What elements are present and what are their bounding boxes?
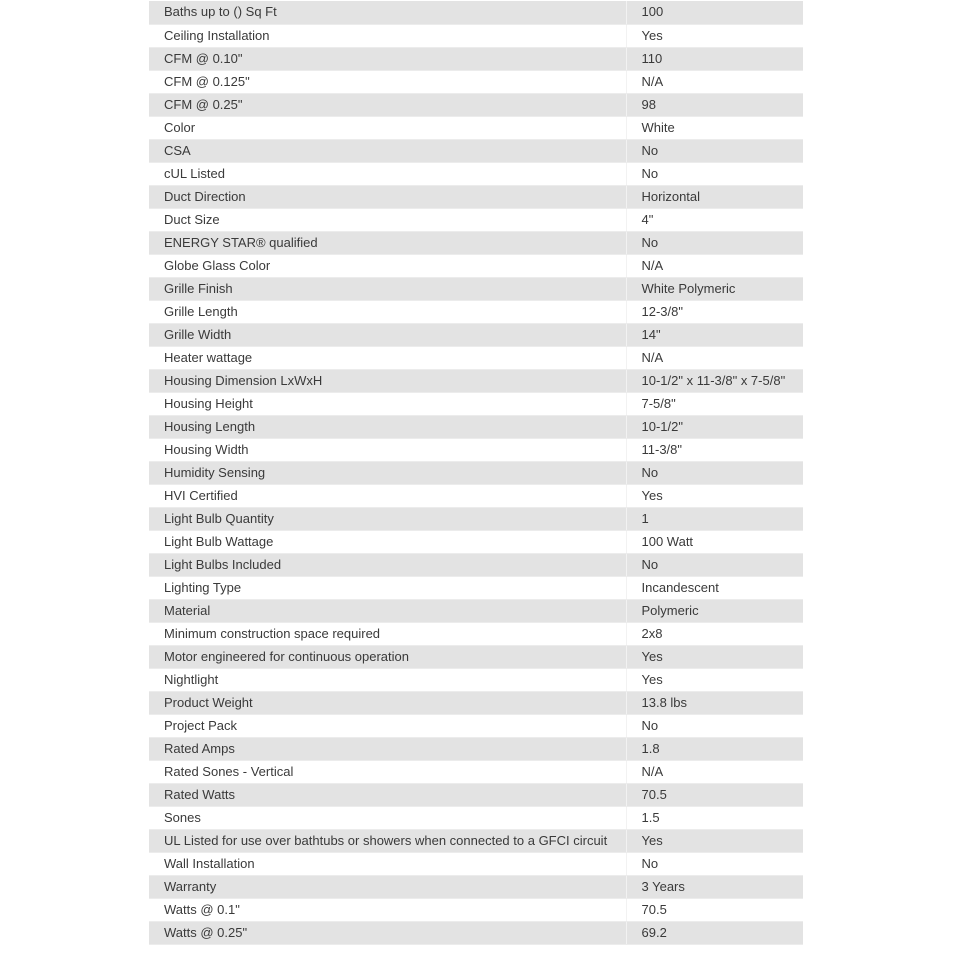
spec-value: Yes bbox=[626, 668, 803, 691]
spec-row bbox=[149, 70, 803, 93]
spec-value: 100 Watt bbox=[626, 530, 803, 553]
spec-row bbox=[149, 300, 803, 323]
spec-value: 12-3/8" bbox=[626, 300, 803, 323]
spec-label: Wall Installation bbox=[149, 852, 626, 875]
spec-row bbox=[149, 231, 803, 254]
spec-value: 70.5 bbox=[626, 783, 803, 806]
spec-row bbox=[149, 599, 803, 622]
spec-row bbox=[149, 162, 803, 185]
spec-value: N/A bbox=[626, 760, 803, 783]
spec-value: White Polymeric bbox=[626, 277, 803, 300]
spec-row bbox=[149, 24, 803, 47]
spec-row bbox=[149, 392, 803, 415]
spec-value: N/A bbox=[626, 346, 803, 369]
spec-row bbox=[149, 530, 803, 553]
spec-value: No bbox=[626, 852, 803, 875]
spec-row bbox=[149, 93, 803, 116]
spec-value: No bbox=[626, 162, 803, 185]
spec-row bbox=[149, 1, 803, 24]
spec-value: Yes bbox=[626, 645, 803, 668]
spec-label: cUL Listed bbox=[149, 162, 626, 185]
spec-value: 69.2 bbox=[626, 921, 803, 944]
spec-label: Light Bulb Quantity bbox=[149, 507, 626, 530]
spec-value: Polymeric bbox=[626, 599, 803, 622]
spec-label: Rated Sones - Vertical bbox=[149, 760, 626, 783]
spec-label: ENERGY STAR® qualified bbox=[149, 231, 626, 254]
spec-row bbox=[149, 576, 803, 599]
spec-row bbox=[149, 277, 803, 300]
spec-row bbox=[149, 461, 803, 484]
spec-row bbox=[149, 323, 803, 346]
spec-label: Heater wattage bbox=[149, 346, 626, 369]
spec-label: Material bbox=[149, 599, 626, 622]
spec-row bbox=[149, 47, 803, 70]
spec-row bbox=[149, 852, 803, 875]
spec-row bbox=[149, 116, 803, 139]
spec-value: 13.8 lbs bbox=[626, 691, 803, 714]
spec-label: Housing Height bbox=[149, 392, 626, 415]
spec-row bbox=[149, 507, 803, 530]
specifications-table-body bbox=[149, 1, 803, 944]
spec-label: Grille Finish bbox=[149, 277, 626, 300]
spec-value: No bbox=[626, 139, 803, 162]
spec-label: Humidity Sensing bbox=[149, 461, 626, 484]
spec-value: 2x8 bbox=[626, 622, 803, 645]
spec-row bbox=[149, 208, 803, 231]
spec-label: Grille Width bbox=[149, 323, 626, 346]
spec-label: Sones bbox=[149, 806, 626, 829]
spec-value: 1.8 bbox=[626, 737, 803, 760]
spec-value: 1 bbox=[626, 507, 803, 530]
spec-label: Light Bulbs Included bbox=[149, 553, 626, 576]
spec-row bbox=[149, 668, 803, 691]
spec-label: Project Pack bbox=[149, 714, 626, 737]
spec-row bbox=[149, 415, 803, 438]
spec-value: 110 bbox=[626, 47, 803, 70]
spec-value: 3 Years bbox=[626, 875, 803, 898]
spec-row bbox=[149, 254, 803, 277]
spec-row bbox=[149, 829, 803, 852]
spec-label: CFM @ 0.10" bbox=[149, 47, 626, 70]
spec-value: No bbox=[626, 461, 803, 484]
spec-row bbox=[149, 921, 803, 944]
spec-value: 100 bbox=[626, 1, 803, 24]
spec-row bbox=[149, 783, 803, 806]
spec-value: Incandescent bbox=[626, 576, 803, 599]
spec-label: Color bbox=[149, 116, 626, 139]
spec-row bbox=[149, 898, 803, 921]
spec-label: Lighting Type bbox=[149, 576, 626, 599]
spec-label: Duct Direction bbox=[149, 185, 626, 208]
spec-value: No bbox=[626, 714, 803, 737]
spec-row bbox=[149, 645, 803, 668]
spec-label: Minimum construction space required bbox=[149, 622, 626, 645]
spec-value: 11-3/8" bbox=[626, 438, 803, 461]
spec-value: No bbox=[626, 231, 803, 254]
spec-value: 70.5 bbox=[626, 898, 803, 921]
spec-value: 14" bbox=[626, 323, 803, 346]
spec-value: Yes bbox=[626, 829, 803, 852]
spec-row bbox=[149, 760, 803, 783]
spec-label: Warranty bbox=[149, 875, 626, 898]
spec-label: Housing Width bbox=[149, 438, 626, 461]
spec-value: N/A bbox=[626, 254, 803, 277]
spec-label: Housing Dimension LxWxH bbox=[149, 369, 626, 392]
spec-label: Light Bulb Wattage bbox=[149, 530, 626, 553]
spec-label: Nightlight bbox=[149, 668, 626, 691]
spec-label: Duct Size bbox=[149, 208, 626, 231]
spec-row bbox=[149, 369, 803, 392]
specifications-table bbox=[149, 1, 803, 945]
spec-value: N/A bbox=[626, 70, 803, 93]
spec-value: No bbox=[626, 553, 803, 576]
spec-value: Yes bbox=[626, 484, 803, 507]
spec-label: Watts @ 0.25" bbox=[149, 921, 626, 944]
spec-label: Housing Length bbox=[149, 415, 626, 438]
spec-value: 98 bbox=[626, 93, 803, 116]
spec-label: CSA bbox=[149, 139, 626, 162]
spec-row bbox=[149, 691, 803, 714]
spec-label: Globe Glass Color bbox=[149, 254, 626, 277]
spec-label: Ceiling Installation bbox=[149, 24, 626, 47]
spec-label: Rated Watts bbox=[149, 783, 626, 806]
spec-row bbox=[149, 346, 803, 369]
spec-row bbox=[149, 737, 803, 760]
spec-value: White bbox=[626, 116, 803, 139]
spec-value: 7-5/8" bbox=[626, 392, 803, 415]
spec-value: 10-1/2" bbox=[626, 415, 803, 438]
spec-row bbox=[149, 806, 803, 829]
spec-label: HVI Certified bbox=[149, 484, 626, 507]
spec-row bbox=[149, 553, 803, 576]
spec-label: Product Weight bbox=[149, 691, 626, 714]
spec-label: Baths up to () Sq Ft bbox=[149, 1, 626, 24]
spec-row bbox=[149, 714, 803, 737]
spec-label: CFM @ 0.25" bbox=[149, 93, 626, 116]
spec-value: Horizontal bbox=[626, 185, 803, 208]
spec-row bbox=[149, 622, 803, 645]
spec-label: Rated Amps bbox=[149, 737, 626, 760]
spec-label: Grille Length bbox=[149, 300, 626, 323]
spec-label: Motor engineered for continuous operation bbox=[149, 645, 626, 668]
spec-label: CFM @ 0.125" bbox=[149, 70, 626, 93]
spec-value: 1.5 bbox=[626, 806, 803, 829]
spec-row bbox=[149, 875, 803, 898]
spec-label: UL Listed for use over bathtubs or showers when connected to a GFCI circuit bbox=[149, 829, 626, 852]
spec-row bbox=[149, 484, 803, 507]
spec-value: Yes bbox=[626, 24, 803, 47]
spec-row bbox=[149, 139, 803, 162]
spec-row bbox=[149, 185, 803, 208]
spec-value: 10-1/2" x 11-3/8" x 7-5/8" bbox=[626, 369, 803, 392]
spec-row bbox=[149, 438, 803, 461]
spec-value: 4" bbox=[626, 208, 803, 231]
spec-label: Watts @ 0.1" bbox=[149, 898, 626, 921]
